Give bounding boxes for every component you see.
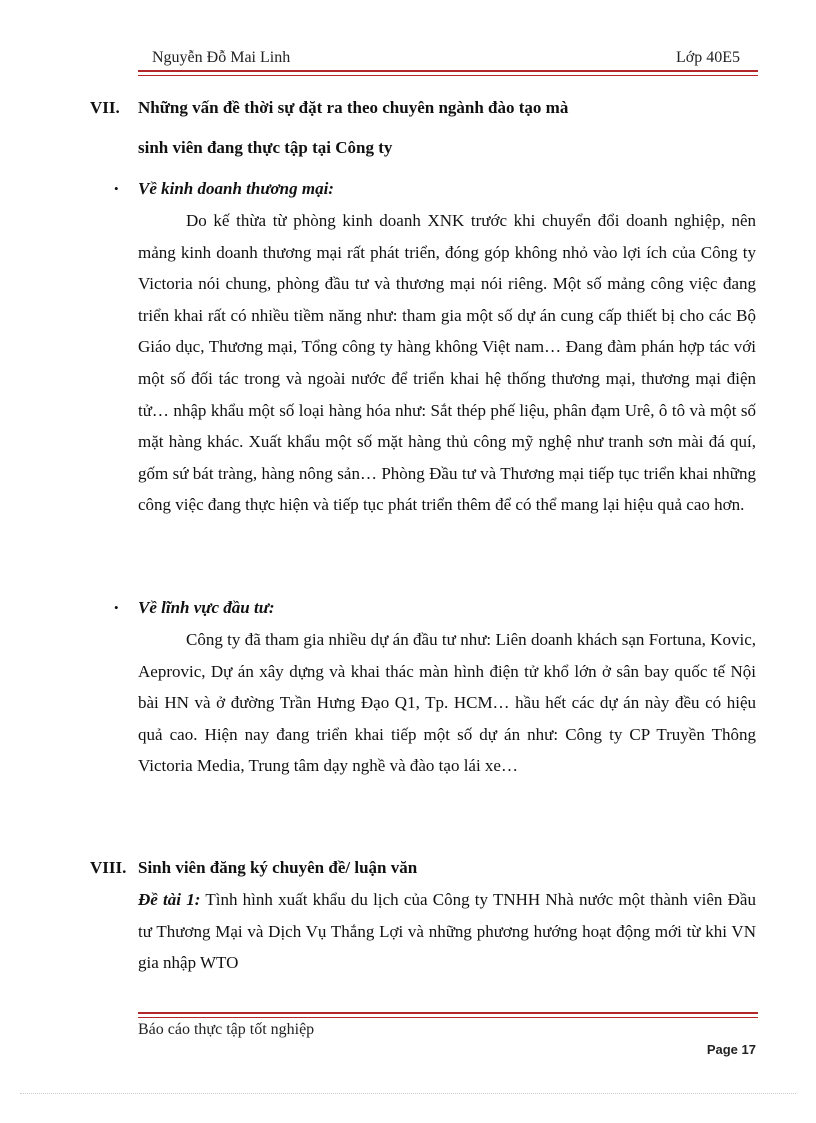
bullet-heading-investment: Về lĩnh vực đầu tư: <box>138 598 275 617</box>
paragraph-trade: Do kế thừa từ phòng kinh doanh XNK trước khi chuyển đổi doanh nghiệp, nên mảng kinh doanh thương mại rất phát triển, đóng góp không nhỏ vào lợi ích của Công ty Victoria nói chung, phòng đầu tư và thương mại nói riêng. Một số mảng công việc đang triển khai rất có nhiều tiềm năng như: tham gia một số dự án cung cấp thiết bị cho các Bộ Giáo dục, Thương mại, Tổng công ty hàng không Việt nam… Đang đàm phán hợp tác với một số đối tác trong và ngoài nước để triển khai hệ thống thương mại, thương mại điện tử… nhập khẩu một số loại hàng hóa như: Sắt thép phế liệu, phân đạm Urê, ô tô và một số mặt hàng khác. Xuất khẩu một số mặt hàng thủ công mỹ nghệ như tranh sơn mài đá quí, gốm sứ bát tràng, hàng nông sản… Phòng Đầu tư và Thương mại tiếp tục triển khai những công việc đang thực hiện và tiếp tục phát triển thêm để có thể mang lại hiệu quả cao hơn. <box>138 211 756 515</box>
footer-rule-bottom <box>138 1017 758 1018</box>
page-number: Page 17 <box>706 1042 756 1057</box>
section-8-number: VIII. <box>90 858 127 877</box>
paragraph-topic-1 <box>138 884 756 979</box>
header-class: Lớp 40E5 <box>675 49 740 66</box>
header-rule-bottom <box>138 75 758 76</box>
section-7-number: VII. <box>90 98 120 117</box>
page-boundary-dotted-line <box>20 1093 796 1094</box>
footer-report-title: Báo cáo thực tập tốt nghiệp <box>138 1021 315 1038</box>
section-7-title-line1: Những vấn đề thời sự đặt ra theo chuyên ngành đào tạo mà <box>138 98 569 117</box>
bullet-icon: • <box>114 181 119 196</box>
bullet-heading-trade: Về kinh doanh thương mại: <box>138 179 334 198</box>
paragraph-investment: Công ty đã tham gia nhiều dự án đầu tư như: Liên doanh khách sạn Fortuna, Kovic, Aeprovic, Dự án xây dựng và khai thác màn hình điện tử khổ lớn ở sân bay quốc tế Nội bài HN và ở đường Trần Hưng Đạo Q1, Tp. HCM… hầu hết các dự án này đều có hiệu quả cao. Hiện nay đang triển khai tiếp một số dự án như: Công ty CP Truyền Thông Victoria Media, Trung tâm dạy nghề và đào tạo lái xe… <box>138 630 756 776</box>
topic-1-label: Đề tài 1: <box>138 890 201 909</box>
section-8-title: Sinh viên đăng ký chuyên đề/ luận văn <box>138 858 418 877</box>
header-author: Nguyễn Đỗ Mai Linh <box>152 49 291 66</box>
section-7-title-line2: sinh viên đang thực tập tại Công ty <box>138 138 393 157</box>
topic-1-text: Tình hình xuất khẩu du lịch của Công ty TNHH Nhà nước một thành viên Đầu tư Thương Mại và Dịch Vụ Thắng Lợi và những phương hướng hoạt động mới từ khi VN gia nhập WTO <box>138 890 756 973</box>
bullet-icon: • <box>114 600 119 615</box>
header-rule-top <box>138 70 758 72</box>
footer-rule-top <box>138 1012 758 1014</box>
